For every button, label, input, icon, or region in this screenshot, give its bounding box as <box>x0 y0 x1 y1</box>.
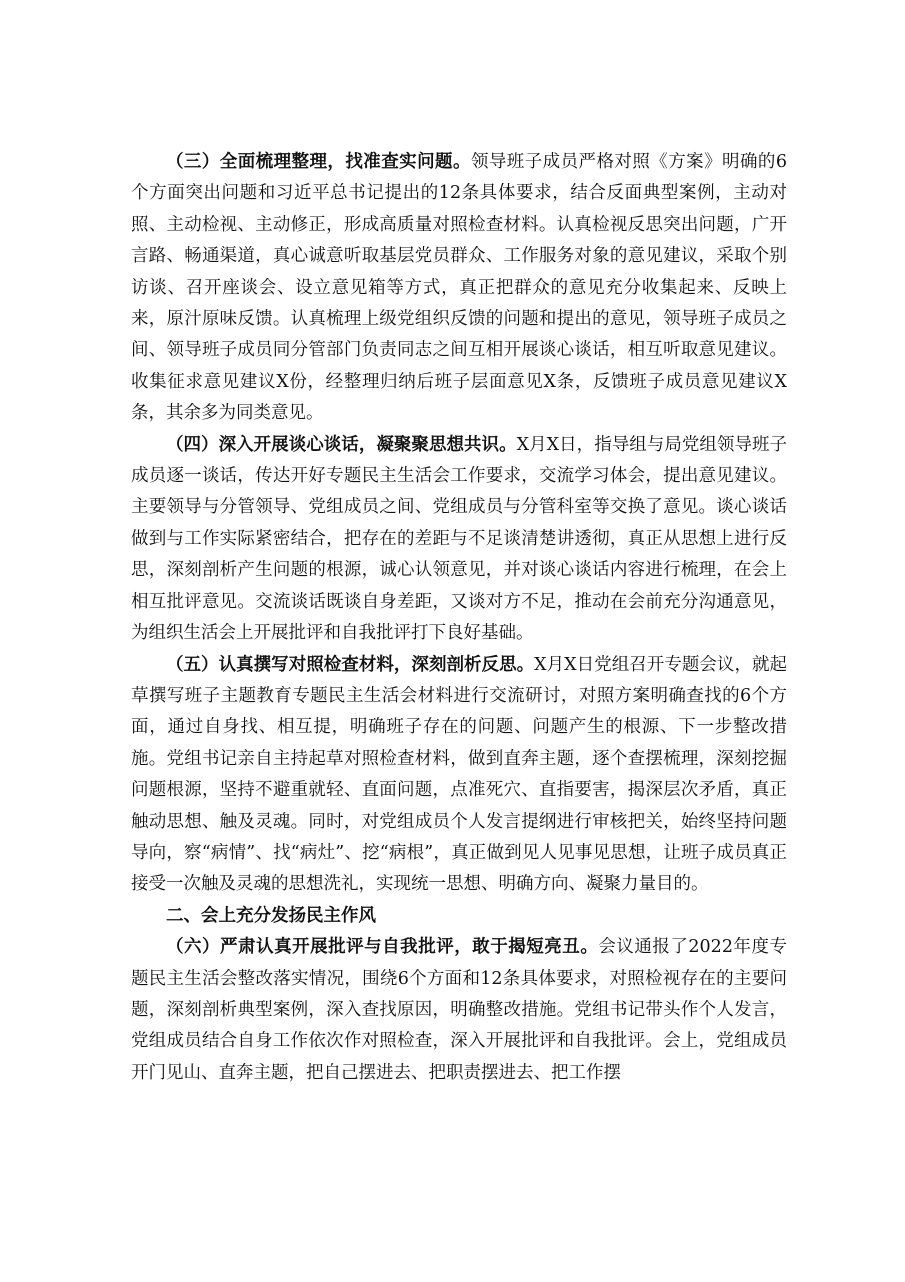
section-title: 二、会上充分发扬民主作风 <box>166 905 376 926</box>
paragraph-three <box>131 147 787 430</box>
paragraph-six <box>131 932 787 1089</box>
paragraph-four-heading: （四）深入开展谈心谈话，凝聚聚思想共识。 <box>166 434 517 455</box>
document-body <box>131 147 787 1089</box>
paragraph-five-body: X月X日党组召开专题会议，就起草撰写班子主题教育专题民主生活会材料进行交流研讨，对照方案明确查找的6个方面，通过自身找、相互提，明确班子存在的问题、问题产生的根源、下一步整改措施。党组书记亲自主持起草对照检查材料，做到直奔主题，逐个查摆梳理，深刻挖掘问题根源，坚持不避重就轻、直面问题，点准死穴、直指要害，揭深层次矛盾，真正触动思想、触及灵魂。同时，对党组成员个人发言提纲进行审核把关，始终坚持问题导向，察“病情”、找“病灶”、挖“病根”，真正做到见人见事见思想，让班子成员真正接受一次触及灵魂的思想洗礼，实现统一思想、明确方向、凝聚力量目的。 <box>131 654 788 895</box>
paragraph-five-heading: （五）认真撰写对照检查材料，深刻剖析反思。 <box>166 654 535 675</box>
paragraph-five <box>131 650 787 901</box>
paragraph-six-heading: （六）严肃认真开展批评与自我批评，敢于揭短亮丑。 <box>166 937 599 958</box>
paragraph-three-heading: （三）全面梳理整理，找准查实问题。 <box>166 152 471 172</box>
paragraph-four <box>131 430 787 650</box>
paragraph-six-body: 会议通报了2022年度专题民主生活会整改落实情况，围绕6个方面和12条具体要求，对照检视存在的主要问题，深刻剖析典型案例，深入查找原因，明确整改措施。党组书记带头作个人发言，党组成员结合自身工作依次作对照检查，深入开展批评和自我批评。会上，党组成员开门见山、直奔主题，把自己摆进去、把职责摆进去、把工作摆 <box>131 937 787 1083</box>
paragraph-three-body: 领导班子成员严格对照《方案》明确的6个方面突出问题和习近平总书记提出的12条具体要求，结合反面典型案例，主动对照、主动检视、主动修正，形成高质量对照检查材料。认真检视反思突出问题，广开言路、畅通渠道，真心诚意听取基层党员群众、工作服务对象的意见建议，采取个别访谈、召开座谈会、设立意见箱等方式，真正把群众的意见充分收集起来、反映上来，原汁原味反馈。认真梳理上级党组织反馈的问题和提出的意见，领导班子成员之间、领导班子成员同分管部门负责同志之间互相开展谈心谈话，相互听取意见建议。收集征求意见建议X份，经整理归纳后班子层面意见X条，反馈班子成员意见建议X条，其余多为同类意见。 <box>131 152 788 424</box>
paragraph-four-body: X月X日，指导组与局党组领导班子成员逐一谈话，传达开好专题民主生活会工作要求，交流学习体会，提出意见建议。主要领导与分管领导、党组成员之间、党组成员与分管科室等交换了意见。谈心谈话做到与工作实际紧密结合，把存在的差距与不足谈清楚讲透彻，真正从思想上进行反思，深刻剖析产生问题的根源，诚心认领意见，并对谈心谈话内容进行梳理，在会上相互批评意见。交流谈话既谈自身差距，又谈对方不足，推动在会前充分沟通意见，为组织生活会上开展批评和自我批评打下良好基础。 <box>131 434 788 644</box>
